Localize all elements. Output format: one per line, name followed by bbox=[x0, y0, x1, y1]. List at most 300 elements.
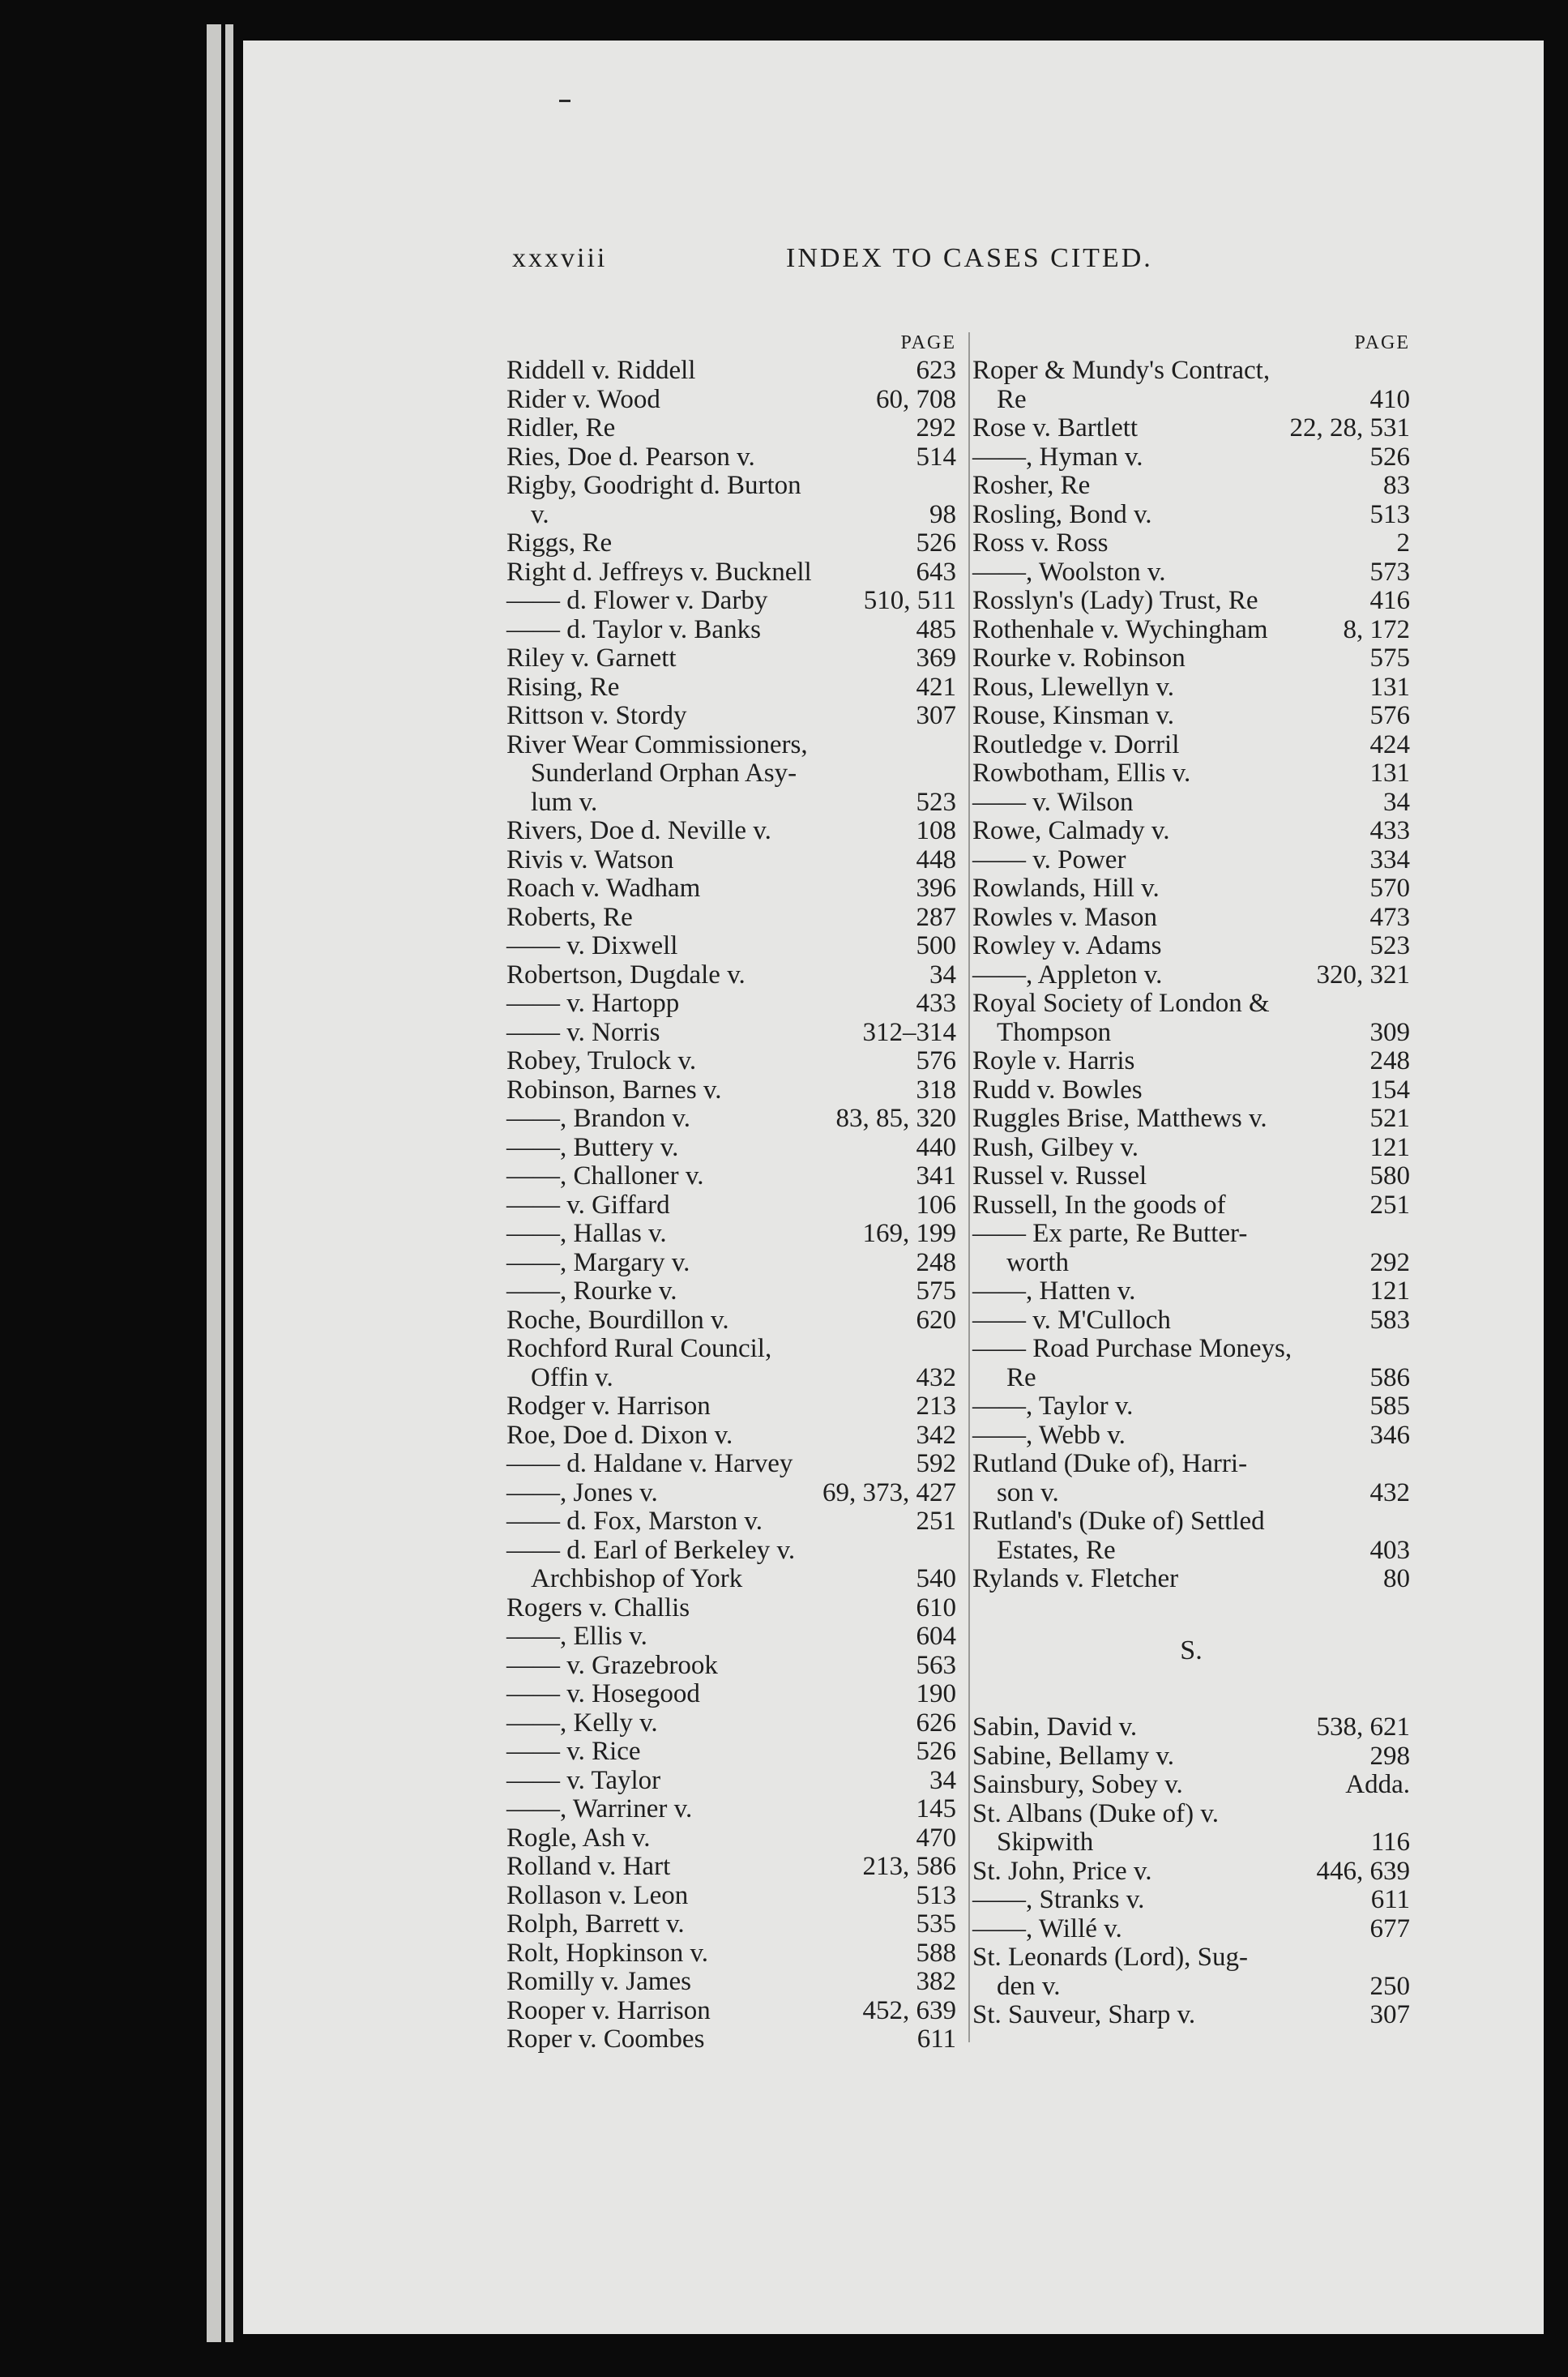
entry-page: 432 bbox=[910, 1364, 957, 1393]
entry-text: Rising, Re bbox=[506, 672, 620, 702]
index-entry bbox=[972, 558, 1410, 588]
entry-text: Rolph, Barrett v. bbox=[506, 1909, 685, 1939]
entry-text: Rolland v. Hart bbox=[506, 1852, 671, 1881]
entry-page: 576 bbox=[910, 1047, 957, 1076]
entry-page: 432 bbox=[1364, 1479, 1411, 1508]
entry-page: 251 bbox=[910, 1507, 957, 1537]
index-entry bbox=[972, 1047, 1410, 1076]
index-entry bbox=[972, 1537, 1410, 1566]
entry-text: Royal Society of London & bbox=[972, 989, 1270, 1018]
entry-page: 513 bbox=[910, 1882, 957, 1911]
entry-text: ——, Jones v. bbox=[506, 1477, 658, 1507]
index-entry bbox=[506, 1652, 956, 1681]
index-entry bbox=[506, 1249, 956, 1278]
page-label: PAGE bbox=[900, 332, 956, 353]
index-entry bbox=[506, 644, 956, 673]
entry-text: —— v. Dixwell bbox=[506, 931, 678, 960]
entry-page: 248 bbox=[1364, 1047, 1411, 1076]
page-edge bbox=[207, 24, 221, 2342]
section-heading: S. bbox=[1180, 1635, 1203, 1665]
entry-page: 369 bbox=[910, 644, 957, 673]
index-entry bbox=[972, 990, 1410, 1019]
entry-text: Russel v. Russel bbox=[972, 1161, 1147, 1191]
entry-page: 421 bbox=[910, 673, 957, 703]
entry-text: Rochford Rural Council, bbox=[506, 1334, 772, 1363]
index-entry bbox=[506, 1306, 956, 1336]
index-entry bbox=[506, 1680, 956, 1709]
entry-page: 626 bbox=[910, 1709, 957, 1738]
entry-text: Rylands v. Fletcher bbox=[972, 1564, 1179, 1593]
entry-page: 526 bbox=[910, 1738, 957, 1767]
index-entry bbox=[506, 1450, 956, 1479]
index-entry bbox=[972, 386, 1410, 415]
entry-text: Routledge v. Dorril bbox=[972, 729, 1180, 759]
entry-text: St. Sauveur, Sharp v. bbox=[972, 2000, 1196, 2029]
index-entry bbox=[972, 1191, 1410, 1221]
index-entry bbox=[972, 1713, 1410, 1742]
entry-text: —— v. Power bbox=[972, 844, 1126, 874]
entry-page: 523 bbox=[910, 789, 957, 818]
entry-text: —— Ex parte, Re Butter- bbox=[972, 1219, 1248, 1248]
column-divider bbox=[968, 332, 970, 2042]
entry-text: Roberts, Re bbox=[506, 902, 633, 932]
index-entry bbox=[972, 1771, 1410, 1800]
index-entry bbox=[506, 1824, 956, 1853]
entry-page: 108 bbox=[910, 817, 957, 846]
entry-text: —— v. Giffard bbox=[506, 1190, 670, 1220]
index-entry bbox=[506, 846, 956, 875]
entry-page: 433 bbox=[910, 990, 957, 1019]
index-entry bbox=[972, 1220, 1410, 1249]
entry-page: 446, 639 bbox=[1310, 1858, 1411, 1887]
index-entry bbox=[972, 529, 1410, 558]
entry-text: Archbishop of York bbox=[531, 1564, 743, 1593]
entry-page: 8, 172 bbox=[1337, 616, 1411, 645]
index-entry bbox=[506, 731, 956, 760]
index-entry bbox=[506, 1997, 956, 2026]
entry-page: 586 bbox=[1364, 1364, 1411, 1393]
entry-page: 540 bbox=[910, 1565, 957, 1594]
index-entry bbox=[506, 759, 956, 789]
entry-text: ——, Hallas v. bbox=[506, 1219, 667, 1248]
index-entry bbox=[506, 990, 956, 1019]
index-entry bbox=[506, 702, 956, 731]
entry-text: lum v. bbox=[531, 787, 598, 817]
entry-text: Thompson bbox=[997, 1017, 1112, 1047]
entry-text: Rose v. Bartlett bbox=[972, 413, 1139, 442]
entry-page: 416 bbox=[1364, 587, 1411, 616]
entry-text: Rush, Gilbey v. bbox=[972, 1132, 1139, 1162]
entry-text: son v. bbox=[997, 1477, 1059, 1507]
index-entry bbox=[972, 1886, 1410, 1915]
index-entry bbox=[506, 1277, 956, 1306]
entry-text: ——, Hyman v. bbox=[972, 442, 1143, 472]
index-entry bbox=[506, 1134, 956, 1163]
entry-page: 309 bbox=[1364, 1019, 1411, 1048]
entry-text: Rowley v. Adams bbox=[972, 931, 1162, 960]
index-entry bbox=[972, 1943, 1410, 1973]
entry-page: 34 bbox=[923, 1767, 956, 1796]
entry-page: 563 bbox=[910, 1652, 957, 1681]
entry-text: Riddell v. Riddell bbox=[506, 356, 696, 385]
entry-text: Robinson, Barnes v. bbox=[506, 1075, 722, 1105]
entry-page: 98 bbox=[923, 501, 956, 530]
index-entry bbox=[972, 472, 1410, 501]
index-entry bbox=[506, 558, 956, 588]
entry-text: worth bbox=[1006, 1247, 1069, 1277]
entry-text: Sabin, David v. bbox=[972, 1712, 1138, 1742]
entry-text: Romilly v. James bbox=[506, 1967, 691, 1996]
entry-page: 318 bbox=[910, 1076, 957, 1105]
entry-text: Re bbox=[1006, 1362, 1036, 1392]
entry-page: 643 bbox=[910, 558, 957, 588]
entry-text: Riggs, Re bbox=[506, 528, 613, 558]
index-entry bbox=[506, 874, 956, 904]
entry-page: 576 bbox=[1364, 702, 1411, 731]
entry-text: Offin v. bbox=[531, 1362, 613, 1392]
index-entry bbox=[972, 1277, 1410, 1306]
entry-text: Rogers v. Challis bbox=[506, 1593, 690, 1622]
entry-page: 83 bbox=[1377, 472, 1410, 501]
entry-page: 473 bbox=[1364, 904, 1411, 933]
index-entry bbox=[506, 904, 956, 933]
index-entry bbox=[972, 1306, 1410, 1336]
entry-text: Rivis v. Watson bbox=[506, 844, 674, 874]
entry-page: 592 bbox=[910, 1450, 957, 1479]
index-entry bbox=[972, 1800, 1410, 1829]
entry-text: Rowbotham, Ellis v. bbox=[972, 759, 1191, 788]
entry-page: 623 bbox=[910, 357, 957, 386]
index-entry bbox=[506, 1019, 956, 1048]
entry-page: 131 bbox=[1364, 673, 1411, 703]
index-entry bbox=[972, 1134, 1410, 1163]
entry-page: 526 bbox=[910, 529, 957, 558]
entry-page: 145 bbox=[910, 1795, 957, 1824]
entry-text: Rutland's (Duke of) Settled bbox=[972, 1507, 1265, 1536]
entry-page: 583 bbox=[1364, 1306, 1411, 1336]
entry-text: Ries, Doe d. Pearson v. bbox=[506, 442, 755, 472]
index-entry bbox=[506, 1565, 956, 1594]
entry-text: Right d. Jeffreys v. Bucknell bbox=[506, 557, 812, 587]
index-entry bbox=[972, 789, 1410, 818]
entry-text: Royle v. Harris bbox=[972, 1046, 1135, 1075]
entry-text: —— d. Haldane v. Harvey bbox=[506, 1449, 793, 1478]
index-entry bbox=[972, 587, 1410, 616]
entry-text: Rogle, Ash v. bbox=[506, 1823, 651, 1853]
entry-page: 538, 621 bbox=[1310, 1713, 1411, 1742]
index-entry bbox=[506, 1738, 956, 1767]
entry-text: —— v. Taylor bbox=[506, 1765, 661, 1795]
entry-page: 342 bbox=[910, 1421, 957, 1451]
index-entry bbox=[506, 1882, 956, 1911]
entry-text: Robey, Trulock v. bbox=[506, 1046, 697, 1075]
index-entry bbox=[972, 1364, 1410, 1393]
index-entry bbox=[972, 1450, 1410, 1479]
entry-page: 34 bbox=[923, 961, 956, 990]
entry-text: Rollason v. Leon bbox=[506, 1880, 689, 1910]
entry-text: Sabine, Bellamy v. bbox=[972, 1741, 1174, 1771]
entry-page: 535 bbox=[910, 1910, 957, 1939]
index-entry bbox=[972, 932, 1410, 961]
entry-page: 513 bbox=[1364, 501, 1411, 530]
index-entry bbox=[972, 414, 1410, 443]
entry-text: ——, Warriner v. bbox=[506, 1794, 693, 1823]
index-entry bbox=[506, 1795, 956, 1824]
entry-text: —— v. Hartopp bbox=[506, 989, 680, 1018]
index-entry bbox=[506, 789, 956, 818]
entry-page: 213 bbox=[910, 1392, 957, 1421]
index-entry bbox=[506, 817, 956, 846]
entry-text: St. Albans (Duke of) v. bbox=[972, 1798, 1219, 1828]
entry-text: Roper v. Coombes bbox=[506, 2024, 705, 2054]
index-entry bbox=[506, 616, 956, 645]
entry-page: 121 bbox=[1364, 1277, 1411, 1306]
entry-page: 585 bbox=[1364, 1392, 1411, 1421]
index-entry bbox=[972, 702, 1410, 731]
entry-page: 307 bbox=[910, 702, 957, 731]
entry-text: ——, Hatten v. bbox=[972, 1276, 1136, 1306]
entry-text: —— v. Hosegood bbox=[506, 1679, 700, 1708]
entry-page: 575 bbox=[1364, 644, 1411, 673]
index-entry bbox=[506, 529, 956, 558]
entry-text: ——, Challoner v. bbox=[506, 1161, 704, 1191]
index-entry bbox=[972, 1973, 1410, 2002]
entry-text: Roach v. Wadham bbox=[506, 874, 701, 903]
index-entry bbox=[506, 932, 956, 961]
entry-page: 433 bbox=[1364, 817, 1411, 846]
index-entry bbox=[972, 644, 1410, 673]
index-entry bbox=[506, 1105, 956, 1134]
index-entry bbox=[972, 673, 1410, 703]
index-entry bbox=[506, 1364, 956, 1393]
index-entry bbox=[972, 1915, 1410, 1944]
entry-page: 611 bbox=[1365, 1886, 1410, 1915]
entry-text: Rudd v. Bowles bbox=[972, 1075, 1143, 1105]
entry-text: —— v. Wilson bbox=[972, 787, 1134, 817]
entry-page: 2 bbox=[1391, 529, 1411, 558]
index-entry bbox=[972, 874, 1410, 904]
entry-text: Rosslyn's (Lady) Trust, Re bbox=[972, 586, 1258, 615]
entry-page: 251 bbox=[1364, 1191, 1411, 1221]
entry-page: 83, 85, 320 bbox=[830, 1105, 957, 1134]
entry-text: Rosling, Bond v. bbox=[972, 499, 1152, 529]
index-entry bbox=[506, 1479, 956, 1508]
entry-text: River Wear Commissioners, bbox=[506, 729, 808, 759]
entry-page: 292 bbox=[910, 414, 957, 443]
index-entry bbox=[506, 414, 956, 443]
index-entry bbox=[506, 1162, 956, 1191]
entry-page: 677 bbox=[1364, 1915, 1411, 1944]
index-entry bbox=[506, 961, 956, 990]
entry-text: ——, Margary v. bbox=[506, 1247, 690, 1277]
index-entry bbox=[506, 1622, 956, 1652]
entry-text: —— d. Earl of Berkeley v. bbox=[506, 1535, 796, 1565]
page-label: PAGE bbox=[1354, 332, 1410, 353]
entry-text: —— v. Grazebrook bbox=[506, 1650, 718, 1680]
entry-page: 485 bbox=[910, 616, 957, 645]
entry-text: ——, Appleton v. bbox=[972, 960, 1163, 990]
entry-page: 298 bbox=[1364, 1742, 1411, 1772]
entry-text: Estates, Re bbox=[997, 1535, 1116, 1565]
entry-page: 521 bbox=[1364, 1105, 1411, 1134]
entry-text: —— v. Rice bbox=[506, 1737, 641, 1766]
entry-text: ——, Willé v. bbox=[972, 1913, 1122, 1943]
index-entry bbox=[972, 501, 1410, 530]
entry-text: Rouse, Kinsman v. bbox=[972, 701, 1175, 730]
entry-page: 106 bbox=[910, 1191, 957, 1221]
index-entry bbox=[972, 1076, 1410, 1105]
entry-text: Ridler, Re bbox=[506, 413, 616, 442]
entry-text: —— v. Norris bbox=[506, 1017, 660, 1047]
entry-text: ——, Woolston v. bbox=[972, 557, 1166, 587]
entry-text: Rourke v. Robinson bbox=[972, 643, 1186, 673]
index-entry bbox=[506, 673, 956, 703]
index-entry bbox=[972, 2001, 1410, 2030]
entry-page: 312–314 bbox=[857, 1019, 957, 1048]
entry-text: den v. bbox=[997, 1971, 1061, 2001]
entry-page: 116 bbox=[1365, 1828, 1410, 1858]
index-entry bbox=[972, 1742, 1410, 1772]
scan-mark bbox=[559, 100, 570, 102]
entry-page: 611 bbox=[911, 2025, 956, 2054]
index-entry bbox=[972, 1249, 1410, 1278]
entry-text: v. bbox=[531, 499, 549, 529]
entry-text: Ross v. Ross bbox=[972, 528, 1109, 558]
entry-text: Rowe, Calmady v. bbox=[972, 816, 1170, 845]
entry-text: Rivers, Doe d. Neville v. bbox=[506, 816, 771, 845]
index-entry bbox=[972, 759, 1410, 789]
entry-text: Robertson, Dugdale v. bbox=[506, 960, 746, 990]
entry-text: Rosher, Re bbox=[972, 471, 1091, 500]
entry-text: Sainsbury, Sobey v. bbox=[972, 1770, 1183, 1799]
index-entry bbox=[506, 443, 956, 472]
entry-text: Roper & Mundy's Contract, bbox=[972, 356, 1271, 385]
index-entry bbox=[506, 1191, 956, 1221]
index-entry bbox=[972, 1019, 1410, 1048]
entry-text: Ruggles Brise, Matthews v. bbox=[972, 1104, 1267, 1133]
index-entry bbox=[506, 1421, 956, 1451]
entry-text: ——, Rourke v. bbox=[506, 1276, 677, 1306]
index-entry bbox=[972, 904, 1410, 933]
entry-page: 250 bbox=[1364, 1973, 1411, 2002]
entry-text: ——, Brandon v. bbox=[506, 1104, 691, 1133]
index-entry bbox=[972, 1392, 1410, 1421]
left-column bbox=[506, 332, 956, 2054]
index-entry bbox=[506, 386, 956, 415]
entry-text: Rutland (Duke of), Harri- bbox=[972, 1449, 1248, 1478]
entry-text: Riley v. Garnett bbox=[506, 643, 677, 673]
entry-text: —— d. Taylor v. Banks bbox=[506, 614, 761, 644]
index-entry bbox=[972, 357, 1410, 386]
entry-page: 248 bbox=[910, 1249, 957, 1278]
right-column bbox=[972, 332, 1410, 2030]
entry-text: Russell, In the goods of bbox=[972, 1190, 1226, 1220]
entry-page: 573 bbox=[1364, 558, 1411, 588]
entry-text: ——, Stranks v. bbox=[972, 1885, 1145, 1914]
entry-page: 410 bbox=[1364, 386, 1411, 415]
index-entry bbox=[506, 1047, 956, 1076]
entry-text: Rider v. Wood bbox=[506, 384, 660, 414]
index-entry bbox=[506, 1910, 956, 1939]
entry-text: —— d. Flower v. Darby bbox=[506, 586, 768, 615]
entry-page: 213, 586 bbox=[857, 1853, 957, 1882]
index-entry bbox=[506, 357, 956, 386]
index-entry bbox=[972, 616, 1410, 645]
index-entry bbox=[972, 961, 1410, 990]
entry-text: Rowlands, Hill v. bbox=[972, 874, 1160, 903]
entry-page: 307 bbox=[1364, 2001, 1411, 2030]
index-entry bbox=[506, 472, 956, 501]
index-entry bbox=[972, 1858, 1410, 1887]
index-entry bbox=[506, 1507, 956, 1537]
entry-page: 448 bbox=[910, 846, 957, 875]
entry-page: 452, 639 bbox=[857, 1997, 957, 2026]
index-entry bbox=[972, 1105, 1410, 1134]
running-title: INDEX TO CASES CITED. bbox=[786, 243, 1153, 273]
index-entry bbox=[506, 1076, 956, 1105]
entry-text: Roe, Doe d. Dixon v. bbox=[506, 1420, 733, 1450]
index-entry bbox=[972, 1421, 1410, 1451]
entry-page: 500 bbox=[910, 932, 957, 961]
entry-text: Rous, Llewellyn v. bbox=[972, 672, 1174, 702]
index-entry bbox=[972, 817, 1410, 846]
entry-text: Roche, Bourdillon v. bbox=[506, 1305, 729, 1335]
entry-page: 190 bbox=[910, 1680, 957, 1709]
index-entry bbox=[506, 1709, 956, 1738]
index-entry bbox=[972, 846, 1410, 875]
entry-page: 604 bbox=[910, 1622, 957, 1652]
entry-page: 575 bbox=[910, 1277, 957, 1306]
entry-page: 22, 28, 531 bbox=[1284, 414, 1411, 443]
entry-text: Rooper v. Harrison bbox=[506, 1995, 711, 2025]
entry-page: 382 bbox=[910, 1968, 957, 1997]
entry-text: Rigby, Goodright d. Burton bbox=[506, 471, 801, 500]
entry-text: Re bbox=[997, 384, 1027, 414]
entry-text: Rittson v. Stordy bbox=[506, 701, 687, 730]
entry-text: —— Road Purchase Moneys, bbox=[972, 1334, 1292, 1363]
entry-page: 34 bbox=[1377, 789, 1410, 818]
entry-page: 334 bbox=[1364, 846, 1411, 875]
entry-page: 523 bbox=[1364, 932, 1411, 961]
index-entry bbox=[506, 1335, 956, 1364]
entry-text: —— v. M'Culloch bbox=[972, 1305, 1171, 1335]
entry-text: Rowles v. Mason bbox=[972, 902, 1157, 932]
entry-page: 440 bbox=[910, 1134, 957, 1163]
entry-page: 69, 373, 427 bbox=[816, 1479, 956, 1508]
entry-page: 287 bbox=[910, 904, 957, 933]
entry-page: 514 bbox=[910, 443, 957, 472]
entry-page: 292 bbox=[1364, 1249, 1411, 1278]
index-entry bbox=[972, 1335, 1410, 1364]
entry-page: Adda. bbox=[1339, 1771, 1410, 1800]
index-entry bbox=[506, 1939, 956, 1969]
index-entry bbox=[972, 731, 1410, 760]
entry-page: 131 bbox=[1364, 759, 1411, 789]
entry-text: Sunderland Orphan Asy- bbox=[531, 759, 797, 788]
index-entry bbox=[972, 1828, 1410, 1858]
entry-page: 620 bbox=[910, 1306, 957, 1336]
entry-text: Rothenhale v. Wychingham bbox=[972, 614, 1268, 644]
index-entry bbox=[506, 1767, 956, 1796]
entry-page: 346 bbox=[1364, 1421, 1411, 1451]
entry-page: 610 bbox=[910, 1594, 957, 1623]
index-entry bbox=[972, 443, 1410, 472]
index-entry bbox=[506, 1392, 956, 1421]
entry-page: 570 bbox=[1364, 874, 1411, 904]
entry-text: —— d. Fox, Marston v. bbox=[506, 1507, 763, 1536]
page-edge bbox=[225, 24, 233, 2342]
index-entry bbox=[972, 1479, 1410, 1508]
